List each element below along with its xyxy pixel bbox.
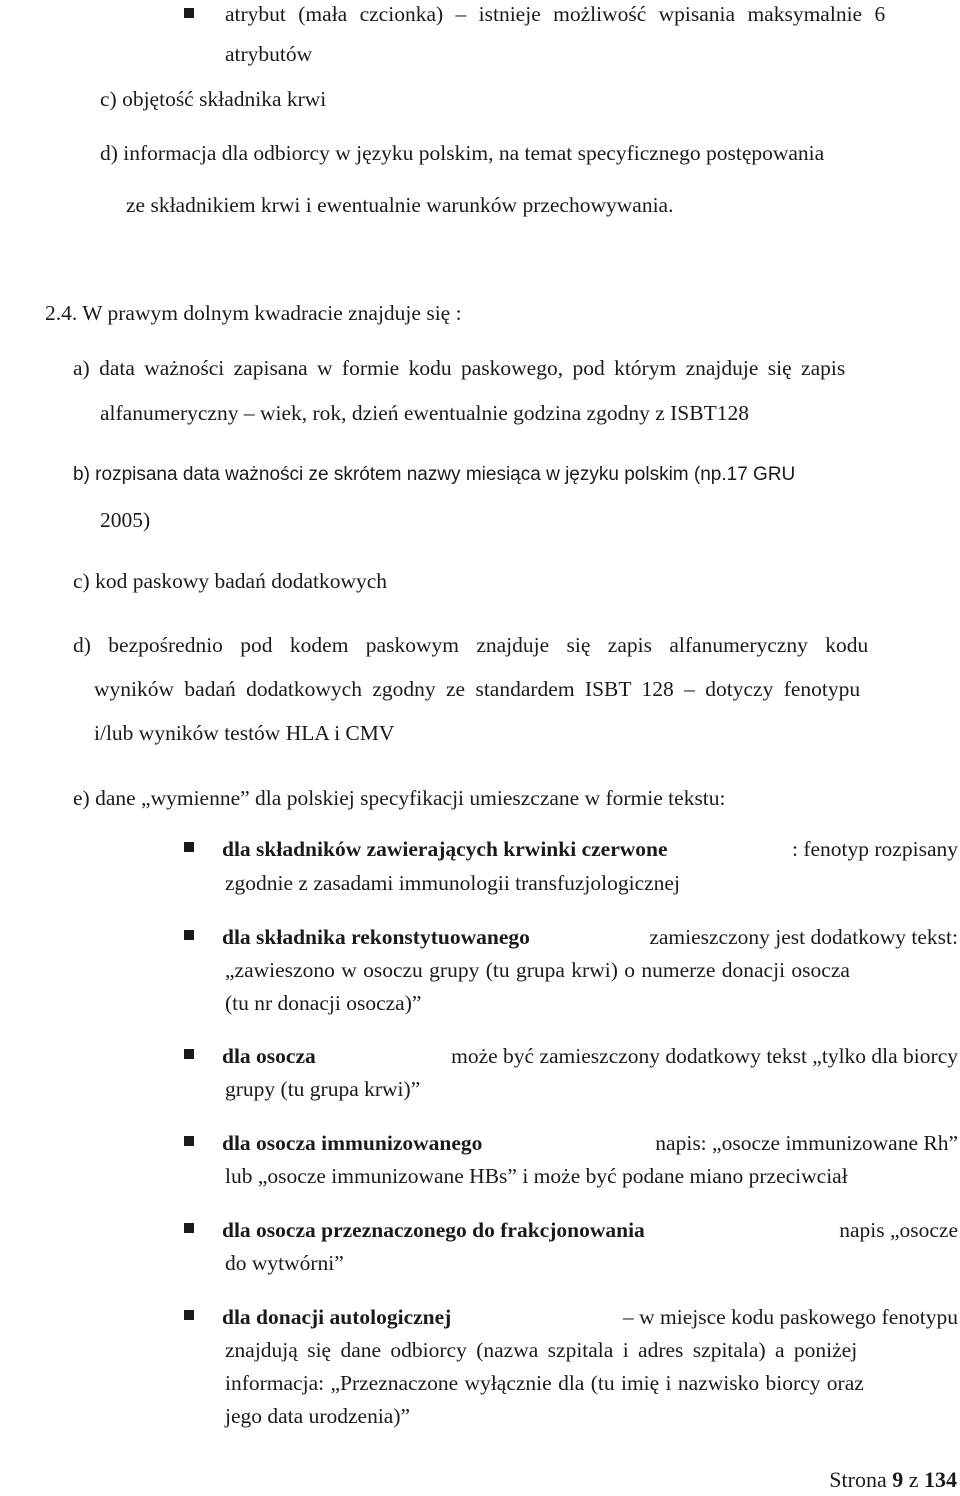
item-a-line1: a) data ważności zapisana w formie kodu paskowego, pod którym znajduje się zapis [73, 356, 846, 380]
bullet-1-line2: zgodnie z zasadami immunologii transfuzjologicznej [225, 871, 680, 895]
bullet-6-line2: znajdują się dane odbiorcy (nazwa szpitala i adres szpitala) a poniżej [225, 1338, 858, 1362]
footer-prefix: Strona [829, 1467, 893, 1492]
intro-item-d-line1: d) informacja dla odbiorcy w języku polskim, na temat specyficznego postępowania [100, 141, 825, 165]
bullet-square-icon [184, 842, 194, 852]
bullet-1-line1 [222, 836, 958, 862]
bullet-6-rest: – w miejsce kodu paskowego fenotypu [623, 1305, 958, 1329]
footer-total-pages: 134 [924, 1467, 957, 1492]
bullet-5-bold: dla osocza przeznaczonego do frakcjonowania [222, 1218, 645, 1242]
bullet-2-rest: zamieszczony jest dodatkowy tekst: [649, 925, 958, 949]
item-b-line1 [73, 462, 795, 488]
item-b-line2: 2005) [100, 508, 151, 532]
bullet-4-line1 [222, 1130, 958, 1156]
page-number-footer [829, 1467, 957, 1493]
bullet-5-line1 [222, 1217, 958, 1243]
bullet-2-bold: dla składnika rekonstytuowanego [222, 925, 530, 949]
intro-item-c: c) objętość składnika krwi [100, 87, 327, 111]
item-a-line2: alfanumeryczny – wiek, rok, dzień ewentualnie godzina zgodny z ISBT128 [100, 401, 749, 425]
bullet-1-rest: : fenotyp rozpisany [792, 837, 958, 861]
intro-bullet-line1: atrybut (mała czcionka) – istnieje możliwość wpisania maksymalnie 6 [225, 2, 886, 26]
bullet-4-rest: napis: „osocze immunizowane Rh” [655, 1131, 958, 1155]
bullet-square-icon [184, 1310, 194, 1320]
bullet-1-bold: dla składników zawierających krwinki czerwone [222, 837, 668, 861]
bullet-6-line1 [222, 1304, 958, 1330]
bullet-3-bold: dla osocza [222, 1044, 316, 1068]
item-c: c) kod paskowy badań dodatkowych [73, 569, 388, 593]
bullet-square-icon [184, 1223, 194, 1233]
bullet-5-line2: do wytwórni” [225, 1251, 344, 1275]
item-e: e) dane „wymienne” dla polskiej specyfikacji umieszczane w formie tekstu: [73, 786, 726, 810]
bullet-4-bold: dla osocza immunizowanego [222, 1131, 483, 1155]
bullet-6-line3: informacja: „Przeznaczone wyłącznie dla (tu imię i nazwisko biorcy oraz [225, 1371, 864, 1395]
bullet-square-icon [184, 930, 194, 940]
intro-item-d-line2: ze składnikiem krwi i ewentualnie warunków przechowywania. [126, 193, 674, 217]
item-d-line3: i/lub wyników testów HLA i CMV [94, 721, 395, 745]
bullet-6-bold: dla donacji autologicznej [222, 1305, 452, 1329]
intro-bullet-line2: atrybutów [225, 42, 313, 66]
item-b-line1-text: b) rozpisana data ważności ze skrótem nazwy miesiąca w języku polskim (np.17 GRU [73, 464, 796, 485]
bullet-3-rest: może być zamieszczony dodatkowy tekst „tylko dla biorcy [451, 1044, 958, 1068]
footer-middle: z [903, 1467, 924, 1492]
section-heading: 2.4. W prawym dolnym kwadracie znajduje się : [45, 301, 462, 325]
bullet-3-line2: grupy (tu grupa krwi)” [225, 1077, 421, 1101]
bullet-square-icon [184, 1136, 194, 1146]
bullet-square-icon [184, 8, 194, 18]
bullet-4-line2: lub „osocze immunizowane HBs” i może być podane miano przeciwciał [225, 1164, 848, 1188]
bullet-2-line1 [222, 924, 958, 950]
bullet-square-icon [184, 1049, 194, 1059]
item-d-line1: d) bezpośrednio pod kodem paskowym znajduje się zapis alfanumeryczny kodu [73, 633, 869, 657]
bullet-2-line2: „zawieszono w osoczu grupy (tu grupa krwi) o numerze donacji osocza [225, 958, 850, 982]
footer-current-page: 9 [892, 1467, 904, 1492]
bullet-3-line1 [222, 1043, 958, 1069]
bullet-5-rest: napis „osocze [839, 1218, 958, 1242]
bullet-2-line3: (tu nr donacji osocza)” [225, 991, 422, 1015]
bullet-6-line4: jego data urodzenia)” [225, 1404, 411, 1428]
item-d-line2: wyników badań dodatkowych zgodny ze standardem ISBT 128 – dotyczy fenotypu [94, 677, 861, 701]
